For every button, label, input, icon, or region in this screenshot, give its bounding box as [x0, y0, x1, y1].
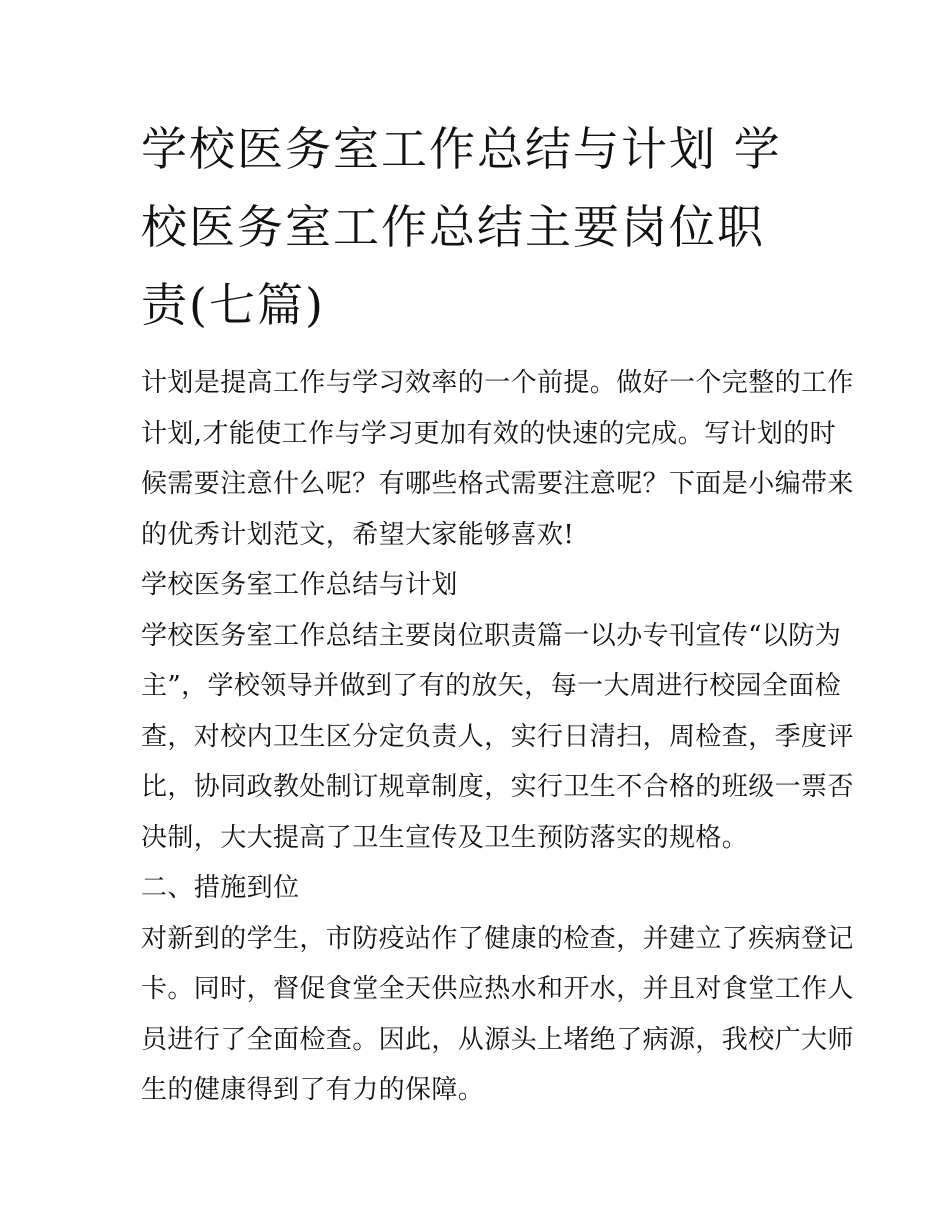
- paragraph-2-line-3: 员进行了全面检查。因此，从源头上堵绝了病源，我校广大师: [141, 1024, 854, 1055]
- paragraph-1-line-1: 学校医务室工作总结主要岗位职责篇一以办专刊宣传“以防为: [141, 620, 842, 651]
- paragraph-1-line-4: 比，协同政教处制订规章制度，实行卫生不合格的班级一票否: [141, 772, 854, 802]
- document-title: [141, 110, 813, 344]
- paragraph-2-line-1: 对新到的学生，市防疫站作了健康的检查，并建立了疾病登记: [141, 923, 854, 954]
- document-page: [141, 110, 854, 1116]
- title-line-2: 校医务室工作总结主要岗位职: [141, 200, 765, 254]
- paragraph-1-line-3: 查，对校内卫生区分定负责人，实行日清扫，周检查，季度评: [141, 721, 854, 752]
- document-body: [141, 358, 854, 1116]
- intro-line-2: 计划,才能使工作与学习更加有效的快速的完成。写计划的时: [141, 418, 837, 449]
- section-heading: 学校医务室工作总结与计划: [141, 570, 458, 600]
- intro-paragraph: [141, 358, 854, 560]
- paragraph-2-line-4: 生的健康得到了有力的保障。: [141, 1075, 485, 1105]
- intro-line-3: 候需要注意什么呢？有哪些格式需要注意呢？下面是小编带来: [141, 469, 854, 499]
- paragraph-1: [141, 611, 854, 864]
- title-line-1: 学校医务室工作总结与计划 学: [141, 122, 782, 176]
- paragraph-1-line-2: 主”，学校领导并做到了有的放矢，每一大周进行校园全面检: [141, 671, 842, 701]
- intro-line-1: 计划是提高工作与学习效率的一个前提。做好一个完整的工作: [141, 368, 854, 398]
- paragraph-1-line-5: 决制，大大提高了卫生宣传及卫生预防落实的规格。: [141, 822, 749, 853]
- subheading-measures: 二、措施到位: [141, 873, 300, 903]
- paragraph-2: [141, 914, 854, 1116]
- title-line-3: 责(七篇): [141, 278, 325, 332]
- paragraph-2-line-2: 卡。同时，督促食堂全天供应热水和开水，并且对食堂工作人: [141, 974, 854, 1004]
- intro-line-4: 的优秀计划范文，希望大家能够喜欢!: [141, 519, 575, 550]
